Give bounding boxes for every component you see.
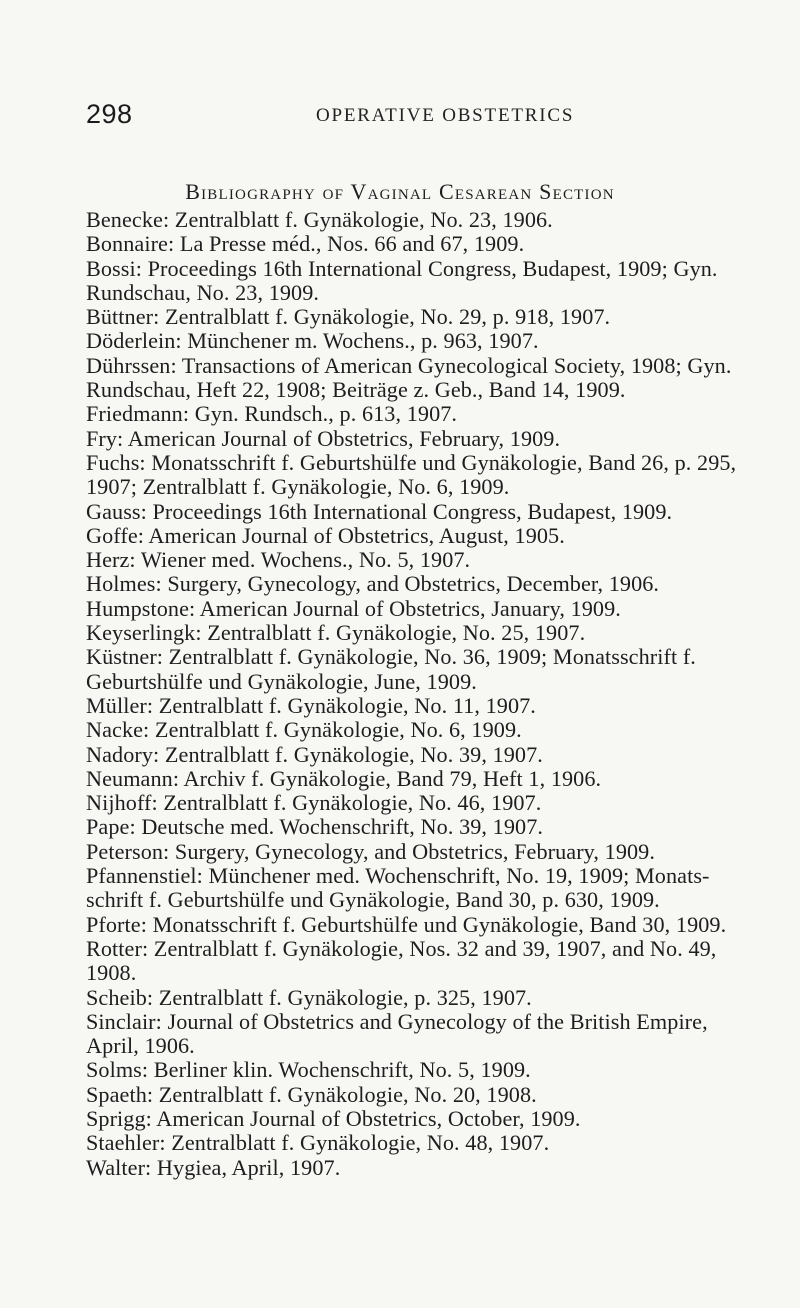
entry-line: Nijhoff: Zentralblatt f. Gynäkologie, No. 46, 1907. <box>86 790 542 816</box>
bibliography-entry <box>86 840 746 864</box>
bibliography-entry <box>86 500 746 524</box>
entry-line: Humpstone: American Journal of Obstetrics, January, 1909. <box>86 595 621 621</box>
entry-line: Büttner: Zentralblatt f. Gynäkologie, No. 29, p. 918, 1907. <box>86 304 611 330</box>
bibliography-entry <box>86 548 746 572</box>
entry-line: Walter: Hygiea, April, 1907. <box>86 1154 341 1180</box>
entry-line: Dührssen: Transactions of American Gynecological Society, 1908; Gyn. <box>86 352 732 378</box>
bibliography-entry <box>86 743 746 767</box>
entry-line: Holmes: Surgery, Gynecology, and Obstetrics, December, 1906. <box>86 571 660 597</box>
entry-line: Bossi: Proceedings 16th International Congress, Budapest, 1909; Gyn. <box>86 255 718 281</box>
bibliography-entry <box>86 402 746 426</box>
entry-line: 1907; Zentralblatt f. Gynäkologie, No. 6, 1909. <box>86 474 510 500</box>
entry-line: Peterson: Surgery, Gynecology, and Obstetrics, February, 1909. <box>86 838 655 864</box>
entry-line: Nadory: Zentralblatt f. Gynäkologie, No. 39, 1907. <box>86 741 543 767</box>
entry-line: Müller: Zentralblatt f. Gynäkologie, No. 11, 1907. <box>86 692 536 718</box>
bibliography-entry <box>86 767 746 791</box>
entry-line: Nacke: Zentralblatt f. Gynäkologie, No. 6, 1909. <box>86 717 522 743</box>
bibliography-entry <box>86 913 746 937</box>
bibliography-entry <box>86 208 746 232</box>
entry-line: Friedmann: Gyn. Rundsch., p. 613, 1907. <box>86 401 458 427</box>
entry-line: Solms: Berliner klin. Wochenschrift, No. 5, 1909. <box>86 1057 531 1083</box>
entry-line: Geburtshülfe und Gynäkologie, June, 1909. <box>86 668 477 694</box>
entry-line: Keyserlingk: Zentralblatt f. Gynäkologie, No. 25, 1907. <box>86 620 586 646</box>
bibliography-entry <box>86 937 746 986</box>
bibliography-entry <box>86 305 746 329</box>
entry-line: Bonnaire: La Presse méd., Nos. 66 and 67, 1909. <box>86 231 525 257</box>
bibliography-entry <box>86 524 746 548</box>
bibliography-entry <box>86 329 746 353</box>
entry-line: 1908. <box>86 960 137 986</box>
bibliography-entry <box>86 451 746 500</box>
bibliography-entry <box>86 1131 746 1155</box>
entry-line: April, 1906. <box>86 1033 195 1059</box>
bibliography-entry <box>86 427 746 451</box>
bibliography-entry <box>86 1010 746 1059</box>
entry-line: Döderlein: Münchener m. Wochens., p. 963, 1907. <box>86 328 539 354</box>
running-title: OPERATIVE OBSTETRICS <box>316 105 575 126</box>
entry-line: Sinclair: Journal of Obstetrics and Gynecology of the British Empire, <box>86 1008 708 1034</box>
bibliography-list <box>86 208 746 1180</box>
entry-line: Pape: Deutsche med. Wochenschrift, No. 39, 1907. <box>86 814 544 840</box>
bibliography-entry <box>86 597 746 621</box>
bibliography-entry <box>86 232 746 256</box>
bibliography-entry <box>86 1107 746 1131</box>
entry-line: Pfannenstiel: Münchener med. Wochenschrift, No. 19, 1909; Monats- <box>86 863 710 889</box>
bibliography-entry <box>86 621 746 645</box>
entry-line: schrift f. Geburtshülfe und Gynäkologie, Band 30, p. 630, 1909. <box>86 887 660 913</box>
bibliography-entry <box>86 572 746 596</box>
entry-line: Fuchs: Monatsschrift f. Geburtshülfe und Gynäkologie, Band 26, p. 295, <box>86 449 737 475</box>
entry-line: Rotter: Zentralblatt f. Gynäkologie, Nos. 32 and 39, 1907, and No. 49, <box>86 935 717 961</box>
bibliography-entry <box>86 694 746 718</box>
entry-line: Benecke: Zentralblatt f. Gynäkologie, No. 23, 1906. <box>86 207 553 232</box>
entry-line: Rundschau, Heft 22, 1908; Beiträge z. Geb., Band 14, 1909. <box>86 377 626 403</box>
bibliography-entry <box>86 257 746 306</box>
entry-line: Küstner: Zentralblatt f. Gynäkologie, No. 36, 1909; Monatsschrift f. <box>86 644 696 670</box>
entry-line: Scheib: Zentralblatt f. Gynäkologie, p. 325, 1907. <box>86 984 532 1010</box>
entry-line: Gauss: Proceedings 16th International Congress, Budapest, 1909. <box>86 498 673 524</box>
bibliography-entry <box>86 1083 746 1107</box>
section-title: Bibliography of Vaginal Cesarean Section <box>185 179 615 204</box>
entry-line: Goffe: American Journal of Obstetrics, August, 1905. <box>86 522 565 548</box>
entry-line: Staehler: Zentralblatt f. Gynäkologie, No. 48, 1907. <box>86 1130 550 1156</box>
running-head <box>86 99 714 129</box>
entry-line: Sprigg: American Journal of Obstetrics, October, 1909. <box>86 1105 581 1131</box>
bibliography-entry <box>86 986 746 1010</box>
entry-line: Herz: Wiener med. Wochens., No. 5, 1907. <box>86 547 471 573</box>
bibliography-entry <box>86 815 746 839</box>
bibliography-entry <box>86 1058 746 1082</box>
entry-line: Rundschau, No. 23, 1909. <box>86 279 320 305</box>
bibliography-entry <box>86 864 746 913</box>
bibliography-entry <box>86 645 746 694</box>
entry-line: Pforte: Monatsschrift f. Geburtshülfe und Gynäkologie, Band 30, 1909. <box>86 911 727 937</box>
entry-line: Spaeth: Zentralblatt f. Gynäkologie, No. 20, 1908. <box>86 1081 537 1107</box>
entry-line: Fry: American Journal of Obstetrics, February, 1909. <box>86 425 561 451</box>
bibliography-entry <box>86 791 746 815</box>
page-number: 298 <box>86 99 133 129</box>
bibliography-entry <box>86 1156 746 1180</box>
bibliography-entry <box>86 354 746 403</box>
bibliography-entry <box>86 718 746 742</box>
entry-line: Neumann: Archiv f. Gynäkologie, Band 79, Heft 1, 1906. <box>86 765 602 791</box>
